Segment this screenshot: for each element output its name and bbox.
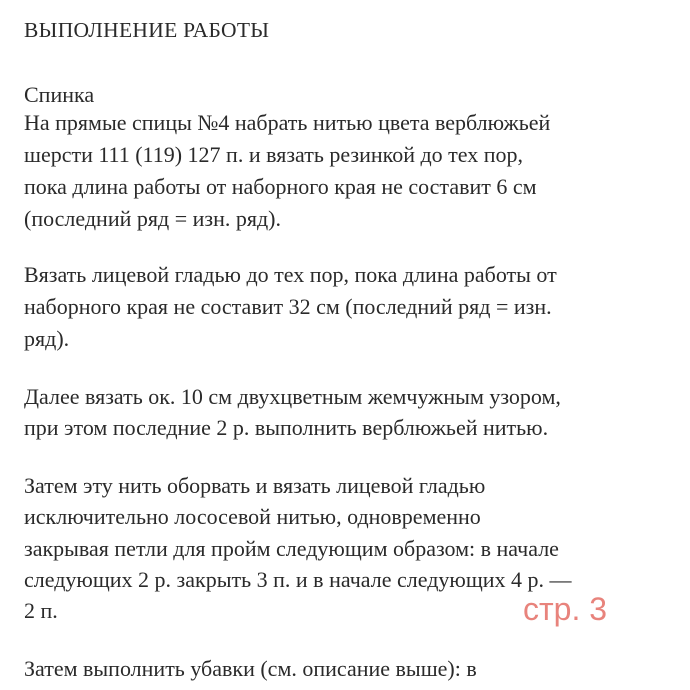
paragraph-line: пока длина работы от наборного края не составит 6 см bbox=[24, 174, 537, 199]
paragraph-line: исключительно лососевой нитью, одновременно bbox=[24, 504, 481, 529]
paragraph-line: шерсти 111 (119) 127 п. и вязать резинкой до тех пор, bbox=[24, 142, 524, 167]
paragraph-line: закрывая петли для пройм следующим образом: в начале bbox=[24, 536, 559, 561]
paragraph-line: ряд). bbox=[24, 326, 70, 351]
paragraph-line: при этом последние 2 р. выполнить верблюжьей нитью. bbox=[24, 415, 549, 440]
paragraph-line: Вязать лицевой гладью до тех пор, пока длина работы от bbox=[24, 262, 557, 287]
page-number-label: стр. 3 bbox=[523, 591, 608, 627]
section-title: Спинка bbox=[24, 82, 95, 107]
paragraph-line: Затем выполнить убавки (см. описание выше): в bbox=[24, 656, 477, 681]
paragraph-line: (последний ряд = изн. ряд). bbox=[24, 206, 281, 231]
paragraph-line: На прямые спицы №4 набрать нитью цвета верблюжьей bbox=[24, 110, 551, 135]
paragraph-line: следующих 2 р. закрыть 3 п. и в начале следующих 4 р. — bbox=[24, 567, 572, 592]
paragraph-line: 2 п. bbox=[24, 598, 58, 623]
paragraph-line: наборного края не составит 32 см (последний ряд = изн. bbox=[24, 294, 552, 319]
paragraph-line: Затем эту нить оборвать и вязать лицевой гладью bbox=[24, 473, 486, 498]
paragraph-line: Далее вязать ок. 10 см двухцветным жемчужным узором, bbox=[24, 384, 561, 409]
document-heading: ВЫПОЛНЕНИЕ РАБОТЫ bbox=[24, 18, 270, 42]
